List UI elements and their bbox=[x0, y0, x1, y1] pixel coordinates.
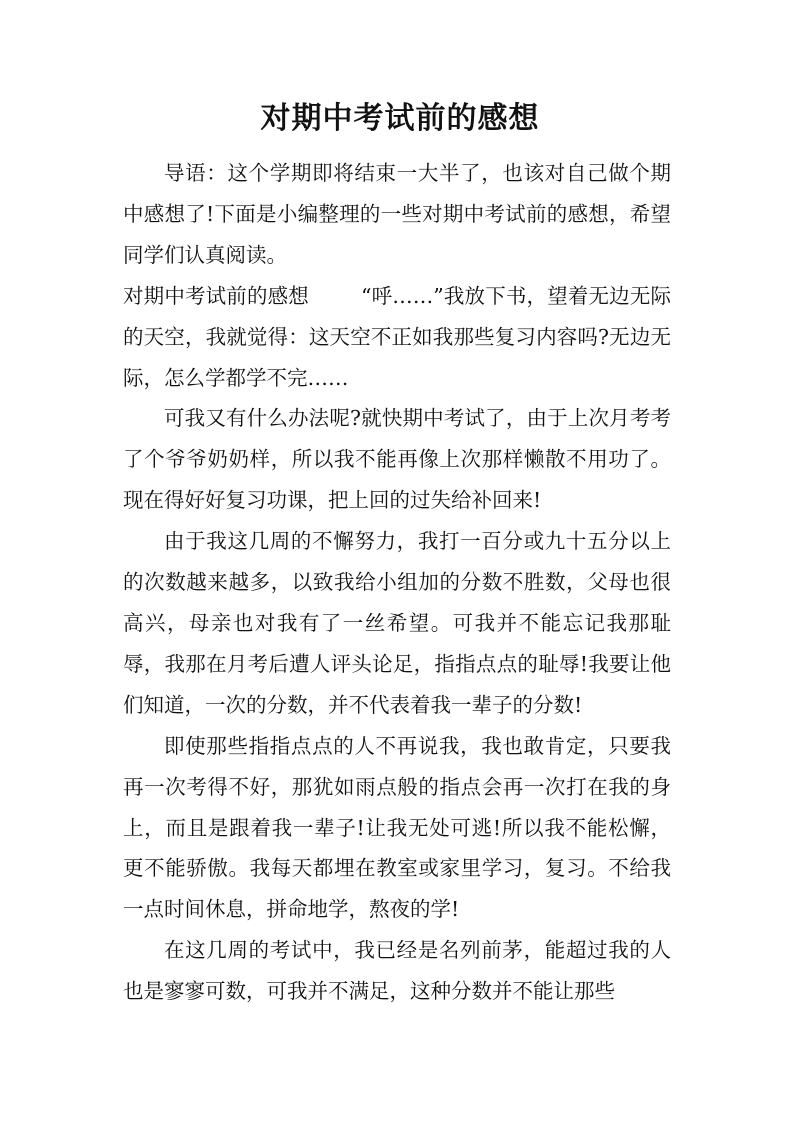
section-subtitle: 对期中考试前的感想 bbox=[123, 283, 309, 308]
body-paragraph-2: 由于我这几周的不懈努力，我打一百分或九十五分以上的次数越来越多，以致我给小组加的分数不胜数，父母也很高兴，母亲也对我有了一丝希望。可我并不能忘记我那耻辱，我那在月考后遭人评头论足，指指点点的耻辱!我要让他们知道，一次的分数，并不代表着我一辈子的分数! bbox=[123, 529, 671, 717]
first-paragraph-text: “呼……”我放下书，望着无边无际的天空，我就觉得：这天空不正如我那些复习内容吗?无边无际，怎么学都学不完…… bbox=[123, 283, 671, 390]
intro-paragraph: 导语：这个学期即将结束一大半了，也该对自己做个期中感想了!下面是小编整理的一些对期中考试前的感想，希望同学们认真阅读。 bbox=[123, 161, 671, 267]
body-paragraph-3: 即使那些指指点点的人不再说我，我也敢肯定，只要我再一次考得不好，那犹如雨点般的指点会再一次打在我的身上，而且是跟着我一辈子!让我无处可逃!所以我不能松懈，更不能骄傲。我每天都埋在教室或家里学习，复习。不给我一点时间休息，拼命地学，熬夜的学! bbox=[123, 733, 671, 922]
document-body bbox=[123, 153, 671, 1012]
body-paragraph-1: 可我又有什么办法呢?就快期中考试了，由于上次月考考了个爷爷奶奶样，所以我不能再像上次那样懒散不用功了。现在得好好复习功课，把上回的过失给补回来! bbox=[123, 406, 671, 513]
document-title: 对期中考试前的感想 bbox=[260, 101, 540, 136]
first-section-paragraph bbox=[123, 276, 671, 399]
body-paragraph-4: 在这几周的考试中，我已经是名列前茅，能超过我的人也是寥寥可数，可我并不满足，这种分数并不能让那些 bbox=[123, 938, 671, 1004]
